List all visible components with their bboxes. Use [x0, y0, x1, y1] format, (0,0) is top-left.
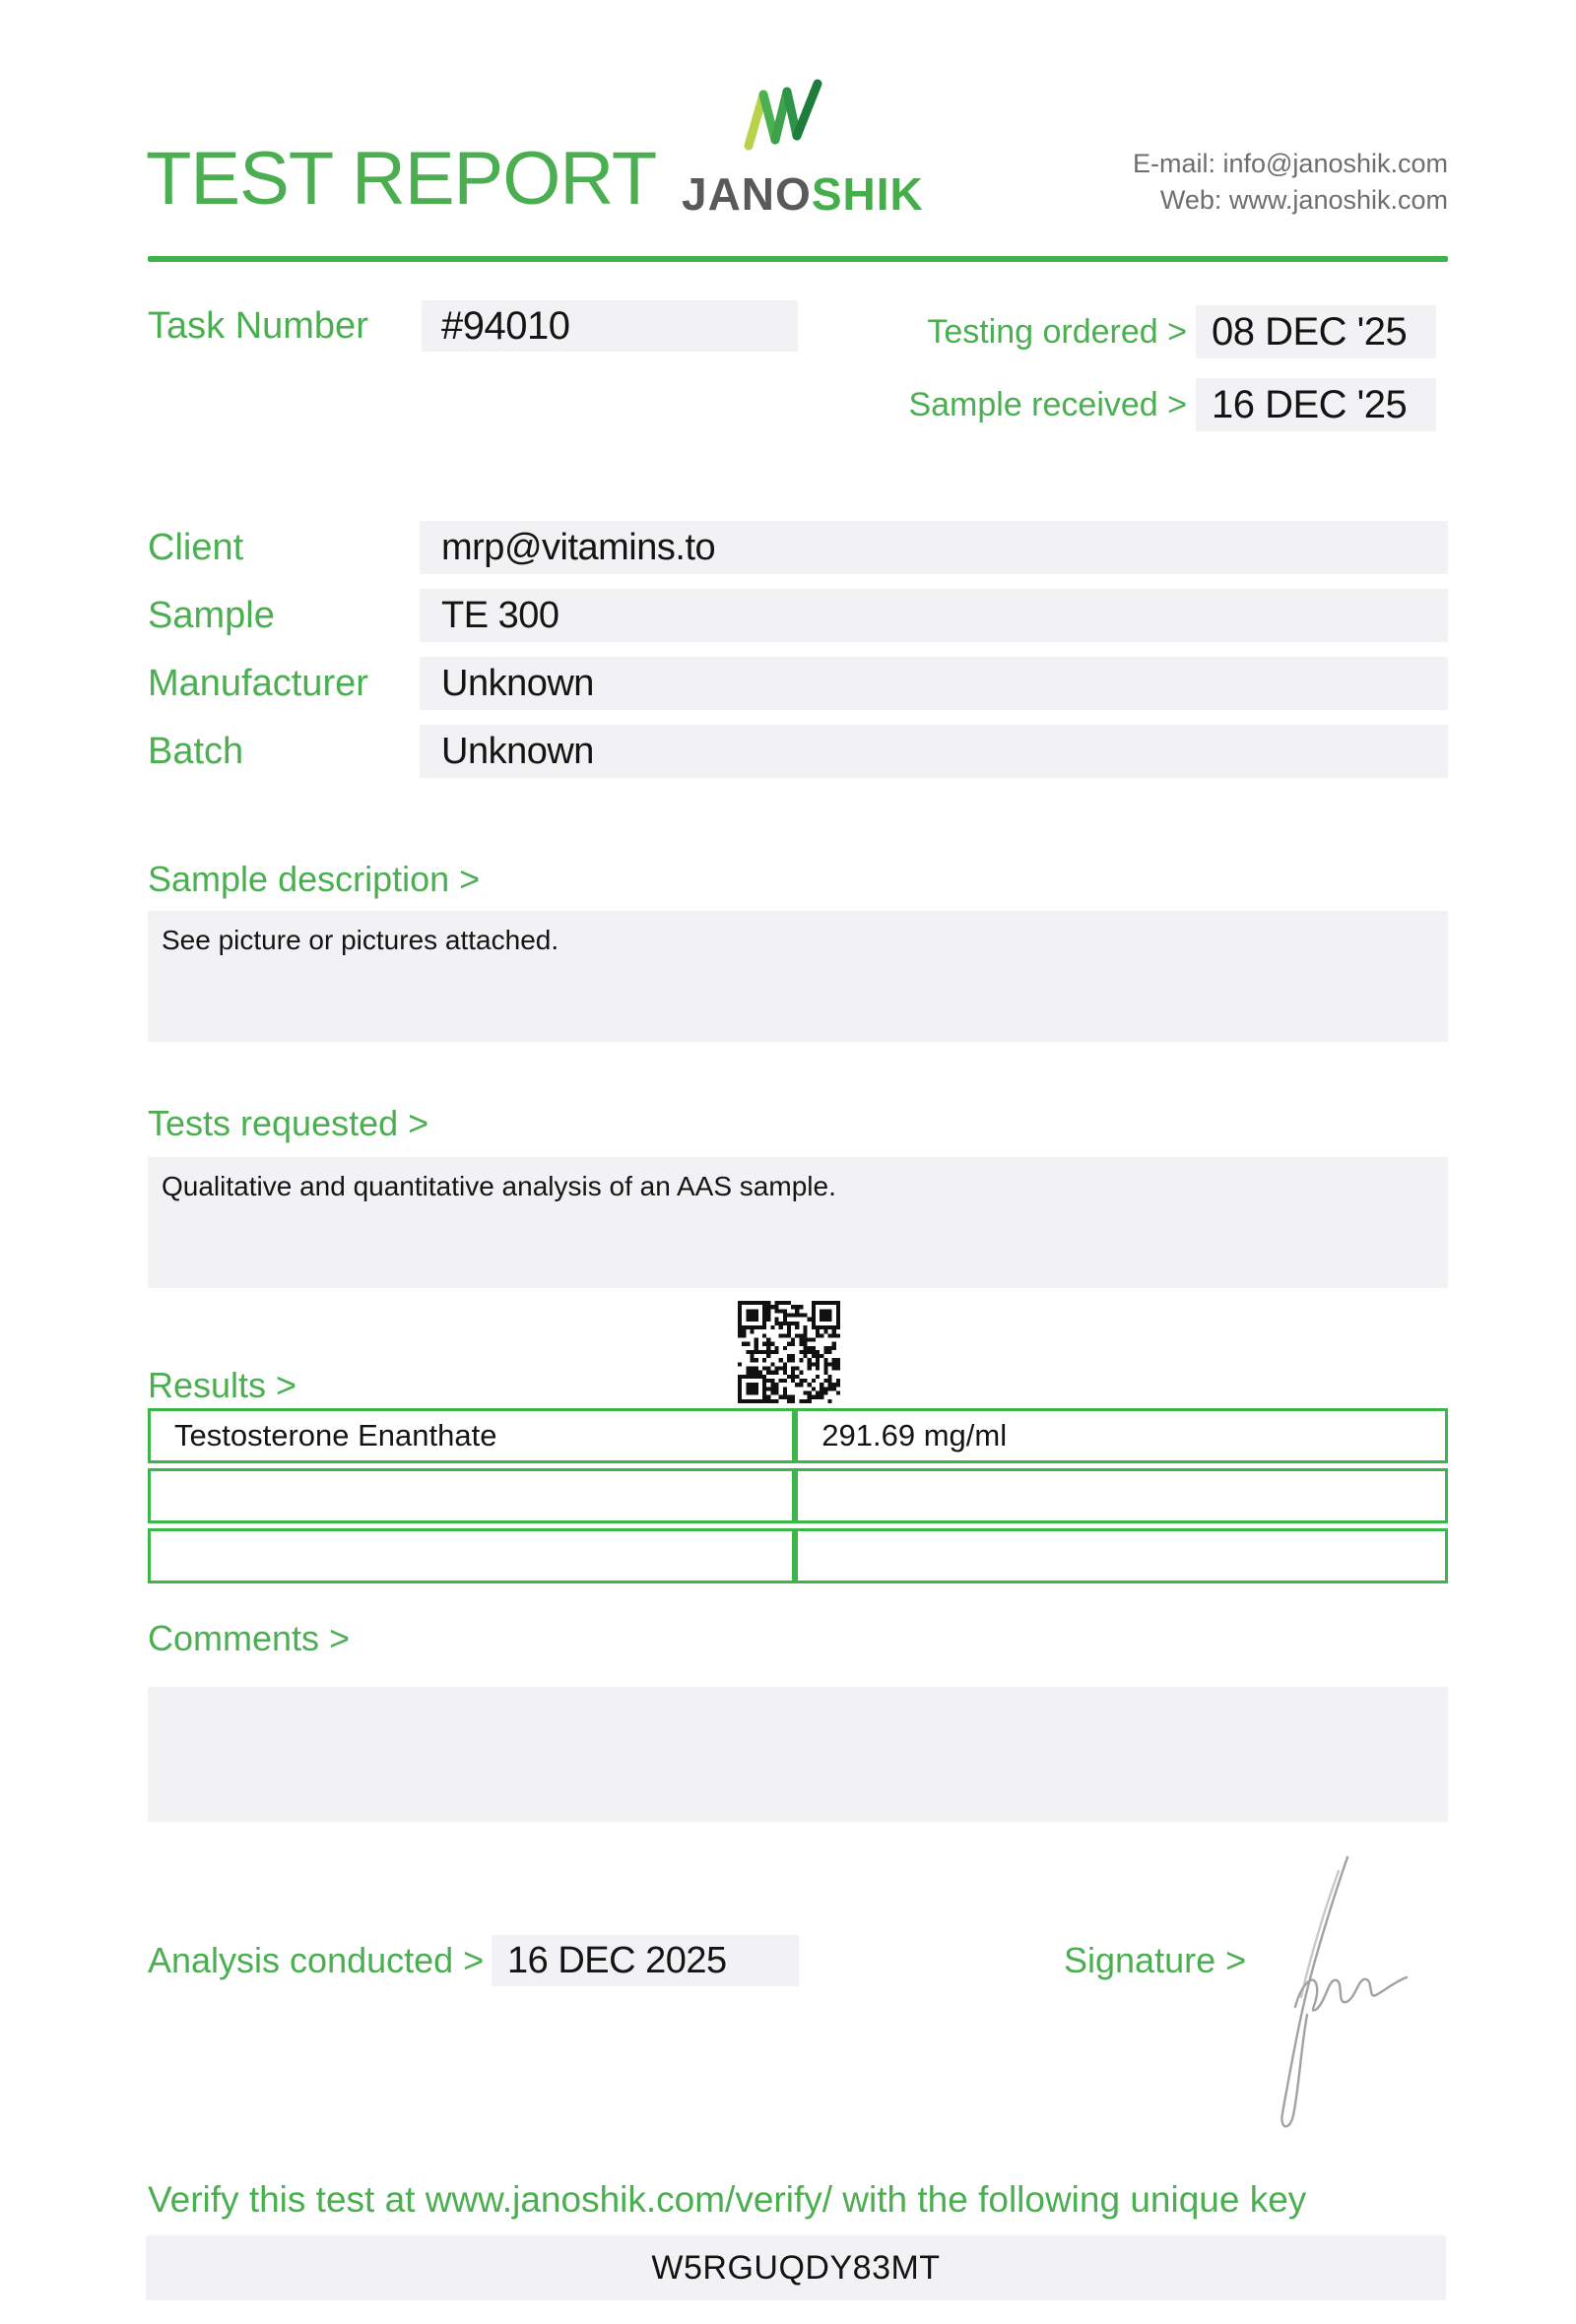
table-row	[148, 1408, 1448, 1463]
client-label: Client	[148, 527, 244, 568]
sample-value: TE 300	[441, 595, 559, 636]
tests-requested-box	[148, 1157, 1448, 1288]
comments-text	[148, 1687, 1448, 1701]
contact-info	[1133, 146, 1448, 219]
logo-jano: JANO	[682, 168, 812, 220]
testing-ordered-field	[1196, 305, 1436, 358]
analysis-conducted-label: Analysis conducted >	[148, 1940, 485, 1980]
table-row	[148, 1468, 1448, 1523]
sample-received-label: Sample received >	[908, 386, 1187, 423]
verify-key-field	[146, 2235, 1446, 2300]
sample-field	[420, 589, 1448, 642]
qr-code	[738, 1301, 840, 1403]
result-substance: Testosterone Enanthate	[148, 1408, 795, 1463]
task-number-field	[422, 300, 798, 352]
client-field	[420, 521, 1448, 574]
comments-box	[148, 1687, 1448, 1822]
sample-received-value: 16 DEC '25	[1212, 383, 1408, 426]
manufacturer-value: Unknown	[441, 663, 594, 704]
result-amount	[795, 1468, 1448, 1523]
sample-label: Sample	[148, 595, 275, 636]
tests-requested-heading: Tests requested >	[148, 1103, 429, 1143]
task-number-value: #94010	[441, 304, 570, 348]
result-amount: 291.69 mg/ml	[795, 1408, 1448, 1463]
sample-description-text: See picture or pictures attached.	[162, 925, 559, 955]
result-amount	[795, 1528, 1448, 1583]
result-substance	[148, 1528, 795, 1583]
table-row	[148, 1528, 1448, 1583]
result-substance	[148, 1468, 795, 1523]
signature-label: Signature >	[1064, 1940, 1247, 1980]
sample-description-heading: Sample description >	[148, 859, 481, 899]
logo-wordmark	[682, 167, 924, 221]
results-table	[148, 1403, 1448, 1588]
manufacturer-label: Manufacturer	[148, 663, 368, 704]
header-divider	[148, 256, 1448, 262]
contact-email: E-mail: info@janoshik.com	[1132, 149, 1448, 178]
signature-image	[1266, 1849, 1413, 2137]
client-value: mrp@vitamins.to	[441, 527, 716, 568]
sample-description-box	[148, 911, 1448, 1042]
sample-received-field	[1196, 378, 1436, 431]
manufacturer-field	[420, 657, 1448, 710]
growth-chart-icon	[741, 79, 831, 158]
results-heading: Results >	[148, 1365, 297, 1405]
batch-label: Batch	[148, 731, 244, 772]
testing-ordered-label: Testing ordered >	[927, 313, 1187, 351]
page-title: TEST REPORT	[146, 137, 657, 221]
comments-heading: Comments >	[148, 1618, 351, 1658]
logo-shik: SHIK	[811, 168, 924, 220]
tests-requested-text: Qualitative and quantitative analysis of an AAS sample.	[162, 1171, 836, 1201]
verify-key-value: W5RGUQDY83MT	[651, 2249, 941, 2287]
analysis-date-field	[492, 1935, 799, 1986]
batch-field	[420, 725, 1448, 778]
testing-ordered-value: 08 DEC '25	[1212, 310, 1408, 354]
contact-web: Web: www.janoshik.com	[1159, 185, 1448, 215]
task-number-label: Task Number	[148, 305, 368, 347]
verify-instruction: Verify this test at www.janoshik.com/verify/ with the following unique key	[148, 2179, 1307, 2220]
analysis-date-value: 16 DEC 2025	[507, 1940, 727, 1981]
batch-value: Unknown	[441, 731, 594, 772]
